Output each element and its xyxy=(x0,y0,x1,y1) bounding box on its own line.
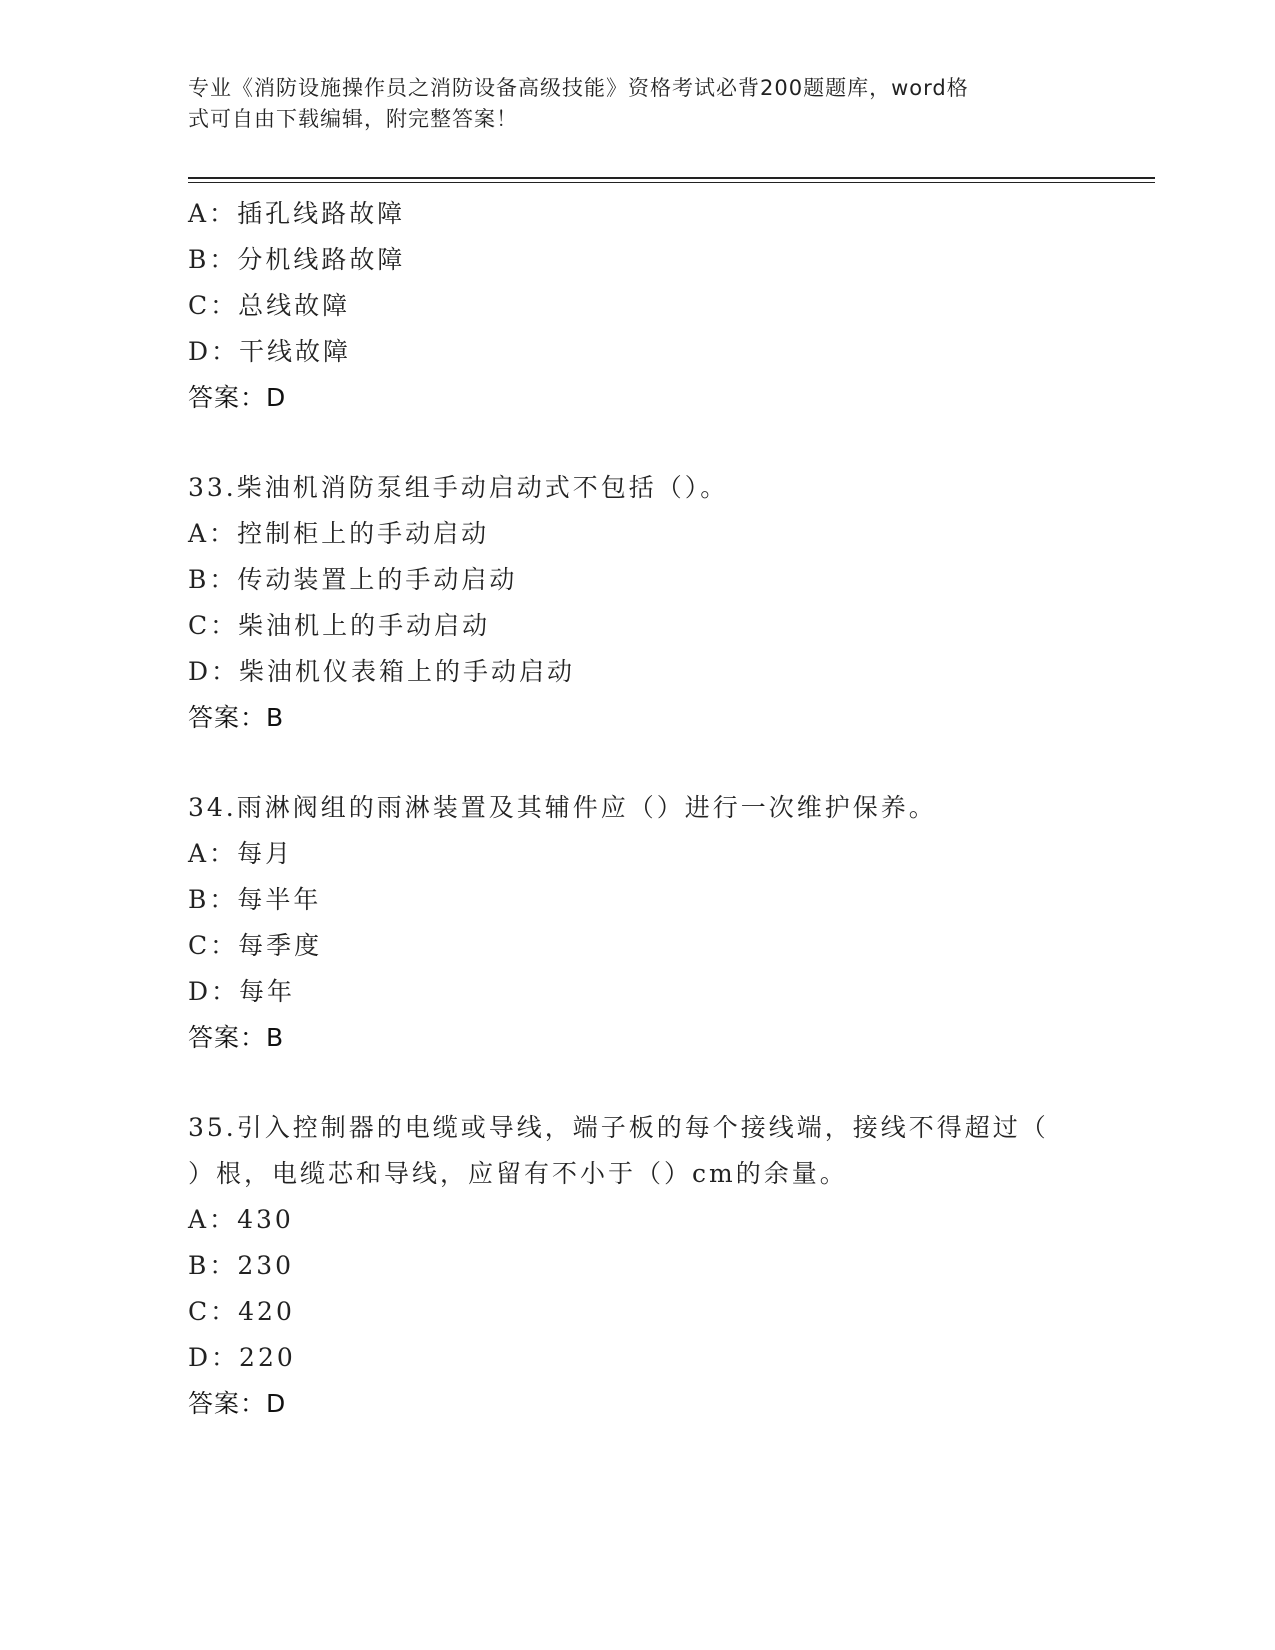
answer-line: 答案：D xyxy=(188,383,287,412)
option-d: D：干线故障 xyxy=(188,337,352,366)
document-header xyxy=(188,73,1068,135)
header-divider-thin xyxy=(188,182,1155,183)
question-block-32 xyxy=(188,191,1088,421)
header-line-2: 式可自由下载编辑，附完整答案！ xyxy=(188,107,518,131)
question-block-34 xyxy=(188,785,1088,1061)
question-text: 33.柴油机消防泵组手动启动式不包括（）。 xyxy=(188,473,729,502)
question-text-line-1: 35.引入控制器的电缆或导线，端子板的每个接线端，接线不得超过（ xyxy=(188,1113,1049,1142)
option-a: A：插孔线路故障 xyxy=(188,199,406,228)
option-c: C：420 xyxy=(188,1297,295,1326)
question-list xyxy=(188,191,1088,1427)
header-line-1: 专业《消防设施操作员之消防设备高级技能》资格考试必背200题题库，word格 xyxy=(188,76,969,100)
answer-line: 答案：B xyxy=(188,703,285,732)
option-b: B：分机线路故障 xyxy=(188,245,406,274)
option-d: D：柴油机仪表箱上的手动启动 xyxy=(188,657,576,686)
header-divider-thick xyxy=(188,177,1155,179)
option-c: C：柴油机上的手动启动 xyxy=(188,611,491,640)
option-d: D：220 xyxy=(188,1343,296,1372)
answer-line: 答案：D xyxy=(188,1389,287,1418)
option-b: B：每半年 xyxy=(188,885,322,914)
question-text: 34.雨淋阀组的雨淋装置及其辅件应（）进行一次维护保养。 xyxy=(188,793,937,822)
question-text-line-2: ）根，电缆芯和导线，应留有不小于（）cm的余量。 xyxy=(188,1159,848,1188)
answer-line: 答案：B xyxy=(188,1023,285,1052)
option-d: D：每年 xyxy=(188,977,296,1006)
option-c: C：总线故障 xyxy=(188,291,351,320)
option-a: A：每月 xyxy=(188,839,294,868)
option-c: C：每季度 xyxy=(188,931,323,960)
question-block-33 xyxy=(188,465,1088,741)
option-b: B：230 xyxy=(188,1251,295,1280)
option-b: B：传动装置上的手动启动 xyxy=(188,565,518,594)
question-block-35 xyxy=(188,1105,1088,1427)
option-a: A：控制柜上的手动启动 xyxy=(188,519,490,548)
option-a: A：430 xyxy=(188,1205,294,1234)
